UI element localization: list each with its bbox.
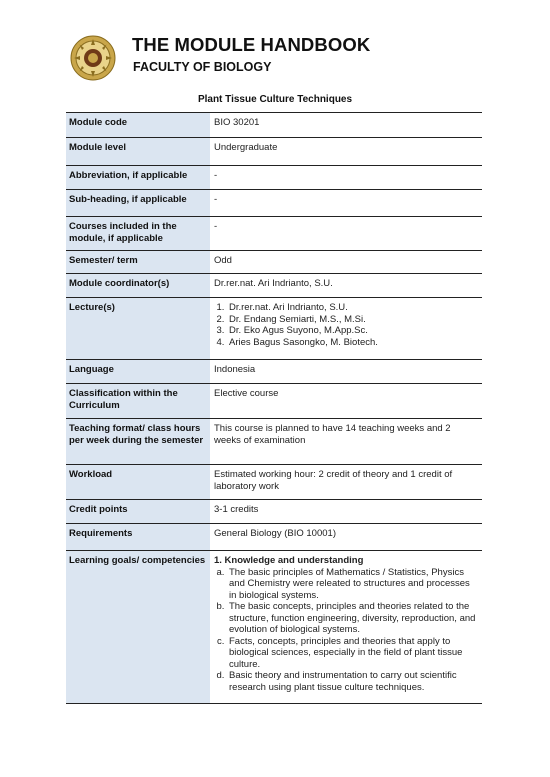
list-item: a. The basic principles of Mathematics / Statistics, Physics and Chemistry were releated to structures and processes in biological systems. <box>227 567 478 602</box>
row-label: Module coordinator(s) <box>66 274 210 297</box>
page-header <box>70 34 510 84</box>
row-value: - <box>214 221 218 232</box>
row-value: This course is planned to have 14 teaching weeks and 2 weeks of examination <box>214 423 451 446</box>
row-label: Learning goals/ competencies <box>66 551 210 703</box>
row-value: Elective course <box>214 388 279 399</box>
row-label: Sub-heading, if applicable <box>66 190 210 216</box>
table-row <box>66 112 482 137</box>
row-label: Credit points <box>66 500 210 523</box>
row-value: Undergraduate <box>214 142 278 153</box>
row-label: Requirements <box>66 524 210 550</box>
row-value: Indonesia <box>214 364 256 375</box>
table-row <box>66 137 482 165</box>
row-value: - <box>214 170 218 181</box>
lecturer-list <box>210 298 482 359</box>
row-label: Workload <box>66 465 210 499</box>
table-row <box>66 297 482 359</box>
row-value: - <box>214 194 218 205</box>
table-row <box>66 359 482 383</box>
table-row <box>66 418 482 464</box>
table-row <box>66 464 482 499</box>
table-row <box>66 550 482 704</box>
row-value: General Biology (BIO 10001) <box>214 528 336 539</box>
table-row <box>66 189 482 216</box>
table-row <box>66 523 482 550</box>
table-row <box>66 165 482 189</box>
row-label: Language <box>66 360 210 383</box>
row-value: Dr.rer.nat. Ari Indrianto, S.U. <box>214 278 333 289</box>
row-label: Module code <box>66 113 210 137</box>
learning-goals <box>210 551 482 703</box>
row-label: Classification within the Curriculum <box>66 384 210 418</box>
list-item: 2. Dr. Endang Semiarti, M.S., M.Si. <box>227 314 478 326</box>
goals-heading: 1. Knowledge and understanding <box>214 555 364 566</box>
row-label: Module level <box>66 138 210 165</box>
row-label: Semester/ term <box>66 251 210 273</box>
row-label: Teaching format/ class hours per week during the semester <box>66 419 210 464</box>
table-row <box>66 499 482 523</box>
list-item: c. Facts, concepts, principles and theories that apply to biological sciences, especially in the field of plant tissue culture. <box>227 636 478 671</box>
module-table <box>66 112 482 704</box>
row-label: Lecture(s) <box>66 298 210 359</box>
university-seal-icon <box>70 35 116 81</box>
row-label: Abbreviation, if applicable <box>66 166 210 189</box>
table-row <box>66 383 482 418</box>
row-value: 3-1 credits <box>214 504 259 515</box>
row-value: Odd <box>214 255 232 266</box>
list-item: 3. Dr. Eko Agus Suyono, M.App.Sc. <box>227 325 478 337</box>
list-item: 1. Dr.rer.nat. Ari Indrianto, S.U. <box>227 302 478 314</box>
handbook-title: THE MODULE HANDBOOK <box>132 34 371 55</box>
list-item: 4. Aries Bagus Sasongko, M. Biotech. <box>227 337 478 349</box>
table-row <box>66 250 482 273</box>
list-item: d. Basic theory and instrumentation to carry out scientific research using plant tissue culture techniques. <box>227 670 478 693</box>
row-label: Courses included in the module, if applicable <box>66 217 210 250</box>
row-value: Estimated working hour: 2 credit of theory and 1 credit of laboratory work <box>214 469 453 492</box>
row-value: BIO 30201 <box>214 117 260 128</box>
table-row <box>66 273 482 297</box>
faculty-subtitle: FACULTY OF BIOLOGY <box>133 60 272 74</box>
table-row <box>66 216 482 250</box>
module-title: Plant Tissue Culture Techniques <box>197 94 353 105</box>
list-item: b. The basic concepts, principles and theories related to the structure, function engineering, diversity, reproduction, and evolution of biological systems. <box>227 601 478 636</box>
